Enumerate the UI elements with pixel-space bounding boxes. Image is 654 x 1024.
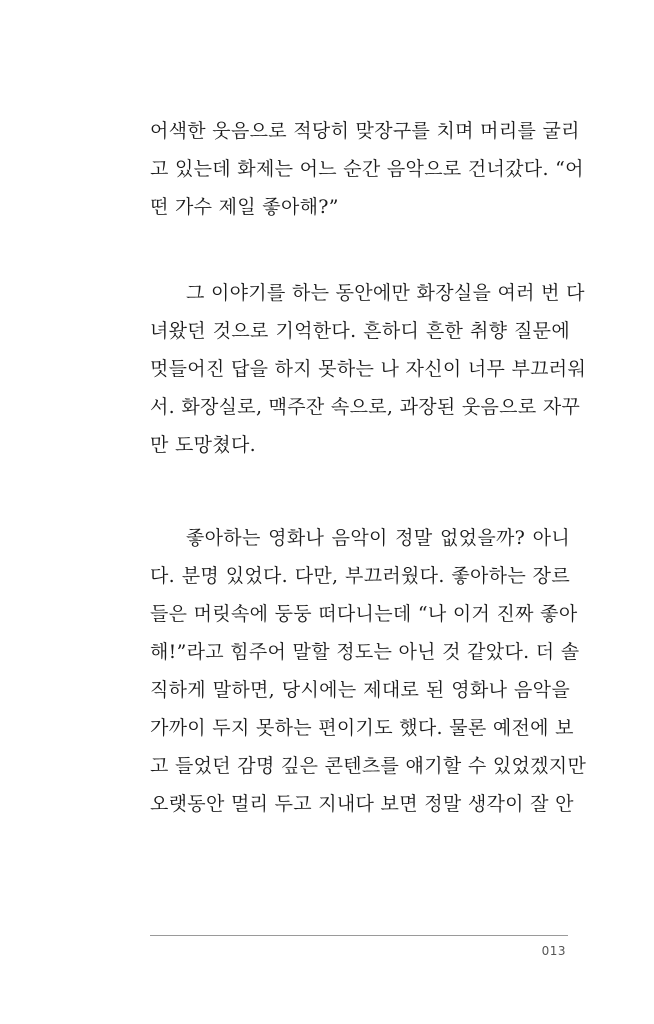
text-line: 떤 가수 제일 좋아해?” bbox=[150, 196, 339, 218]
text-line: 멋들어진 답을 하지 못하는 나 자신이 너무 부끄러워 bbox=[150, 358, 587, 380]
text-line: 해!”라고 힘주어 말할 정도는 아닌 것 같았다. 더 솔 bbox=[150, 641, 580, 663]
text-line: 서. 화장실로, 맥주잔 속으로, 과장된 웃음으로 자꾸 bbox=[150, 396, 581, 418]
paragraph-2 bbox=[150, 274, 587, 464]
paragraph-3 bbox=[150, 519, 587, 823]
page-number: 013 bbox=[541, 944, 566, 958]
text-line: 녀왔던 것으로 기억한다. 흔하디 흔한 취향 질문에 bbox=[150, 320, 570, 342]
text-line: 어색한 웃음으로 적당히 맞장구를 치며 머리를 굴리 bbox=[150, 120, 580, 142]
footer-divider bbox=[150, 935, 568, 936]
text-line: 들은 머릿속에 둥둥 떠다니는데 “나 이거 진짜 좋아 bbox=[150, 603, 578, 625]
text-line: 고 들었던 감명 깊은 콘텐츠를 얘기할 수 있었겠지만 bbox=[150, 755, 587, 777]
text-line: 다. 분명 있었다. 다만, 부끄러웠다. 좋아하는 장르 bbox=[150, 565, 570, 587]
text-line: 직하게 말하면, 당시에는 제대로 된 영화나 음악을 bbox=[150, 679, 570, 701]
text-line: 좋아하는 영화나 음악이 정말 없었을까? 아니 bbox=[186, 527, 570, 549]
text-line: 고 있는데 화제는 어느 순간 음악으로 건너갔다. “어 bbox=[150, 158, 584, 180]
paragraph-1 bbox=[150, 112, 584, 226]
text-line: 만 도망쳤다. bbox=[150, 434, 256, 456]
text-line: 가까이 두지 못하는 편이기도 했다. 물론 예전에 보 bbox=[150, 717, 574, 739]
text-line: 오랫동안 멀리 두고 지내다 보면 정말 생각이 잘 안 bbox=[150, 793, 574, 815]
text-line: 그 이야기를 하는 동안에만 화장실을 여러 번 다 bbox=[186, 282, 585, 304]
